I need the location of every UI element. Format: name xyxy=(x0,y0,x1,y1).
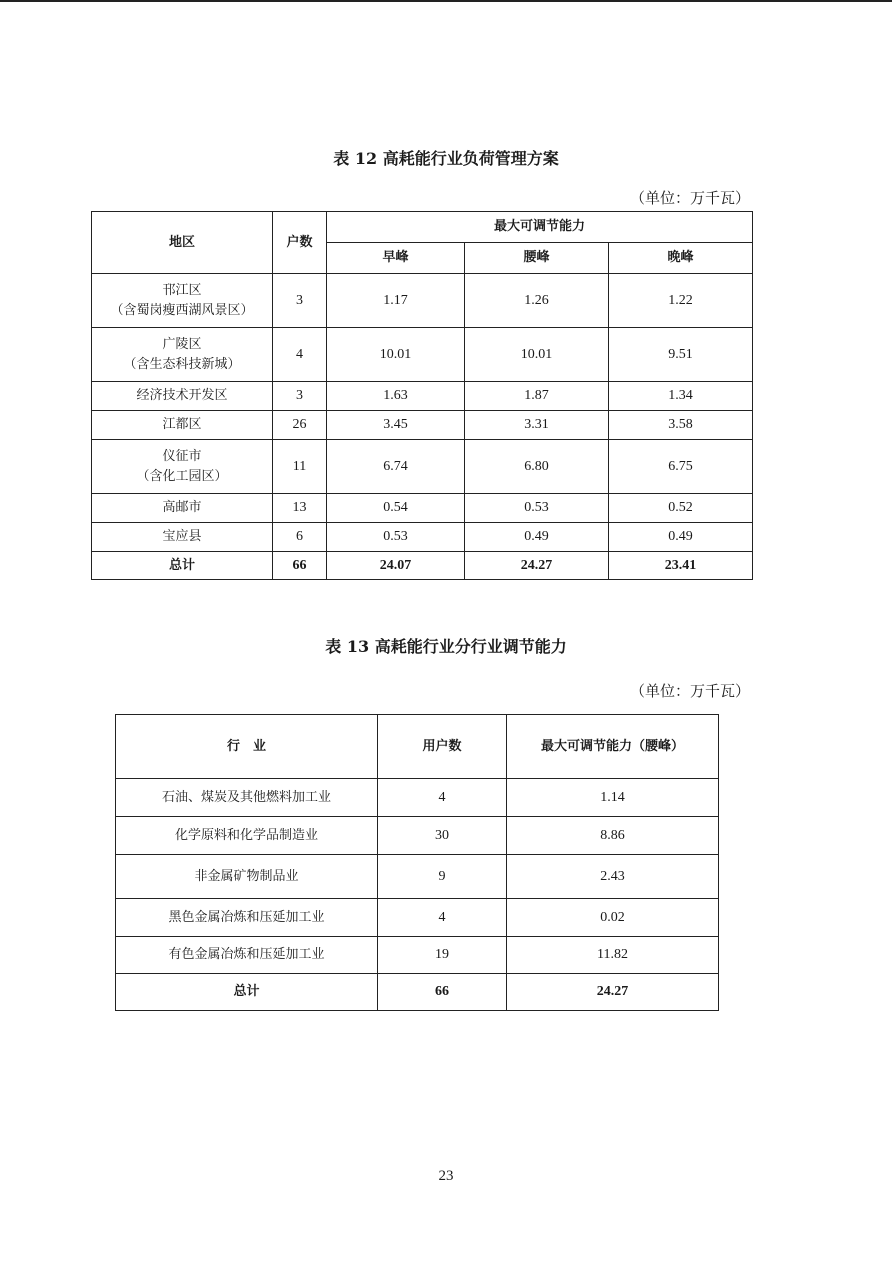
header-region: 地区 xyxy=(92,212,273,274)
total-waist: 24.27 xyxy=(465,552,609,580)
table-row xyxy=(92,494,753,523)
waist-cell: 3.31 xyxy=(465,411,609,440)
households-cell: 13 xyxy=(273,494,327,523)
header-waist: 腰峰 xyxy=(465,243,609,274)
header-users: 用户数 xyxy=(378,715,507,779)
table-row xyxy=(92,411,753,440)
evening-cell: 0.49 xyxy=(609,523,753,552)
households-cell: 6 xyxy=(273,523,327,552)
table13-unit: （单位：万千瓦） xyxy=(630,682,751,700)
page-number: 23 xyxy=(438,1168,454,1184)
industry-cell: 黑色金属冶炼和压延加工业 xyxy=(116,899,378,937)
table-total-row xyxy=(116,974,719,1011)
households-cell: 4 xyxy=(273,328,327,382)
table12-title: 表 12 高耗能行业负荷管理方案 xyxy=(333,149,559,168)
users-cell: 9 xyxy=(378,855,507,899)
waist-cell: 10.01 xyxy=(465,328,609,382)
morning-cell: 0.54 xyxy=(327,494,465,523)
waist-cell: 1.87 xyxy=(465,382,609,411)
region-cell: 经济技术开发区 xyxy=(92,382,273,411)
evening-cell: 9.51 xyxy=(609,328,753,382)
morning-cell: 0.53 xyxy=(327,523,465,552)
evening-cell: 1.22 xyxy=(609,274,753,328)
users-cell: 4 xyxy=(378,779,507,817)
total-morning: 24.07 xyxy=(327,552,465,580)
header-evening: 晚峰 xyxy=(609,243,753,274)
total-users: 66 xyxy=(378,974,507,1011)
capacity-cell: 11.82 xyxy=(507,937,719,974)
evening-cell: 3.58 xyxy=(609,411,753,440)
waist-cell: 0.53 xyxy=(465,494,609,523)
table13 xyxy=(115,714,719,1011)
households-cell: 11 xyxy=(273,440,327,494)
table-row xyxy=(116,937,719,974)
capacity-cell: 1.14 xyxy=(507,779,719,817)
table-row xyxy=(92,382,753,411)
industry-cell: 有色金属冶炼和压延加工业 xyxy=(116,937,378,974)
table-row xyxy=(116,817,719,855)
households-cell: 3 xyxy=(273,382,327,411)
region-cell: 仪征市 （含化工园区） xyxy=(92,440,273,494)
waist-cell: 1.26 xyxy=(465,274,609,328)
region-cell: 邗江区 （含蜀岗瘦西湖风景区） xyxy=(92,274,273,328)
region-cell: 宝应县 xyxy=(92,523,273,552)
users-cell: 4 xyxy=(378,899,507,937)
table13-title: 表 13 高耗能行业分行业调节能力 xyxy=(325,637,567,656)
table-row xyxy=(92,274,753,328)
evening-cell: 0.52 xyxy=(609,494,753,523)
waist-cell: 6.80 xyxy=(465,440,609,494)
households-cell: 3 xyxy=(273,274,327,328)
evening-cell: 6.75 xyxy=(609,440,753,494)
table-total-row xyxy=(92,552,753,580)
morning-cell: 10.01 xyxy=(327,328,465,382)
users-cell: 19 xyxy=(378,937,507,974)
table-row xyxy=(92,328,753,382)
industry-cell: 石油、煤炭及其他燃料加工业 xyxy=(116,779,378,817)
header-households: 户数 xyxy=(273,212,327,274)
table-row xyxy=(92,523,753,552)
header-morning: 早峰 xyxy=(327,243,465,274)
evening-cell: 1.34 xyxy=(609,382,753,411)
region-cell: 广陵区 （含生态科技新城） xyxy=(92,328,273,382)
header-capacity: 最大可调节能力 xyxy=(327,212,753,243)
header-industry: 行 业 xyxy=(116,715,378,779)
total-label: 总计 xyxy=(92,552,273,580)
table-row xyxy=(116,899,719,937)
morning-cell: 3.45 xyxy=(327,411,465,440)
header-capacity-waist: 最大可调节能力（腰峰） xyxy=(507,715,719,779)
households-cell: 26 xyxy=(273,411,327,440)
total-evening: 23.41 xyxy=(609,552,753,580)
table12-unit: （单位：万千瓦） xyxy=(630,189,751,207)
users-cell: 30 xyxy=(378,817,507,855)
capacity-cell: 0.02 xyxy=(507,899,719,937)
table-row xyxy=(92,440,753,494)
industry-cell: 非金属矿物制品业 xyxy=(116,855,378,899)
waist-cell: 0.49 xyxy=(465,523,609,552)
capacity-cell: 8.86 xyxy=(507,817,719,855)
capacity-cell: 2.43 xyxy=(507,855,719,899)
morning-cell: 1.17 xyxy=(327,274,465,328)
morning-cell: 1.63 xyxy=(327,382,465,411)
industry-cell: 化学原料和化学品制造业 xyxy=(116,817,378,855)
top-border-line xyxy=(0,0,892,2)
total-households: 66 xyxy=(273,552,327,580)
table-row xyxy=(116,855,719,899)
total-label: 总计 xyxy=(116,974,378,1011)
morning-cell: 6.74 xyxy=(327,440,465,494)
region-cell: 高邮市 xyxy=(92,494,273,523)
table-row xyxy=(116,779,719,817)
table12 xyxy=(91,211,753,580)
region-cell: 江都区 xyxy=(92,411,273,440)
total-capacity: 24.27 xyxy=(507,974,719,1011)
